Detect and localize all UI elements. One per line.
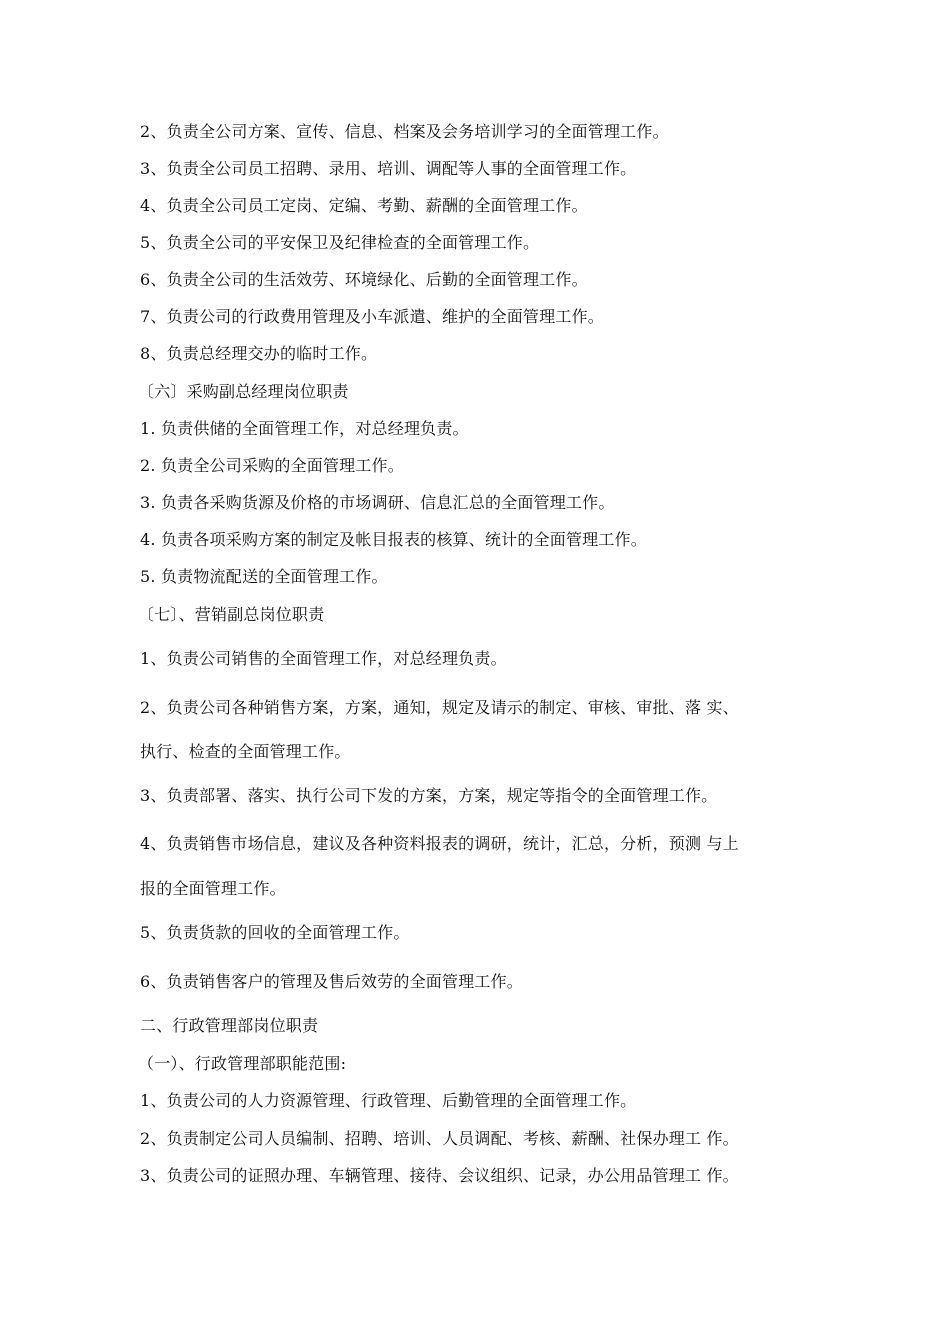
paragraph-line: 4、负责全公司员工定岗、定编、考勤、薪酬的全面管理工作。 [140,196,588,215]
paragraph-line: 1. 负责供储的全面管理工作，对总经理负责。 [140,419,469,438]
paragraph-line: 3、负责公司的证照办理、车辆管理、接待、会议组织、记录，办公用品管理工 作。 [140,1166,739,1185]
paragraph-line: 报的全面管理工作。 [140,879,286,898]
paragraph-line: 1、负责公司的人力资源管理、行政管理、后勤管理的全面管理工作。 [140,1091,637,1110]
section-heading: 二、行政管理部岗位职责 [140,1016,319,1035]
paragraph-line: 1、负责公司销售的全面管理工作，对总经理负责。 [140,649,507,668]
section-heading: 〔六〕采购副总经理岗位职责 [138,382,349,401]
paragraph-line: 执行、检查的全面管理工作。 [140,742,351,761]
paragraph-line: 3、负责部署、落实、执行公司下发的方案，方案，规定等指令的全面管理工作。 [140,786,718,805]
paragraph-line: 2. 负责全公司采购的全面管理工作。 [140,456,404,475]
paragraph-line: 2、负责制定公司人员编制、招聘、培训、人员调配、考核、薪酬、社保办理工 作。 [140,1129,739,1148]
section-heading: 〔七〕、营销副总岗位职责 [138,605,325,624]
paragraph-line: 3. 负责各采购货源及价格的市场调研、信息汇总的全面管理工作。 [140,493,615,512]
paragraph-line: 7、负责公司的行政费用管理及小车派遣、维护的全面管理工作。 [140,307,604,326]
subsection-heading: （一）、行政管理部职能范围: [138,1054,347,1073]
paragraph-line: 6、负责全公司的生活效劳、环境绿化、后勤的全面管理工作。 [140,270,588,289]
paragraph-line: 4. 负责各项采购方案的制定及帐目报表的核算、统计的全面管理工作。 [140,530,647,549]
paragraph-line: 2、负责全公司方案、宣传、信息、档案及会务培训学习的全面管理工作。 [140,122,669,141]
paragraph-line: 6、负责销售客户的管理及售后效劳的全面管理工作。 [140,972,523,991]
paragraph-line: 4、负责销售市场信息，建议及各种资料报表的调研，统计，汇总，分析，预测 与上 [140,834,739,853]
paragraph-line: 3、负责全公司员工招聘、录用、培训、调配等人事的全面管理工作。 [140,159,637,178]
paragraph-line: 5、负责货款的回收的全面管理工作。 [140,923,410,942]
paragraph-line: 8、负责总经理交办的临时工作。 [140,344,378,363]
paragraph-line: 2、负责公司各种销售方案，方案，通知，规定及请示的制定、审核、审批、落 实、 [140,698,739,717]
paragraph-line: 5. 负责物流配送的全面管理工作。 [140,567,388,586]
paragraph-line: 5、负责全公司的平安保卫及纪律检查的全面管理工作。 [140,233,540,252]
